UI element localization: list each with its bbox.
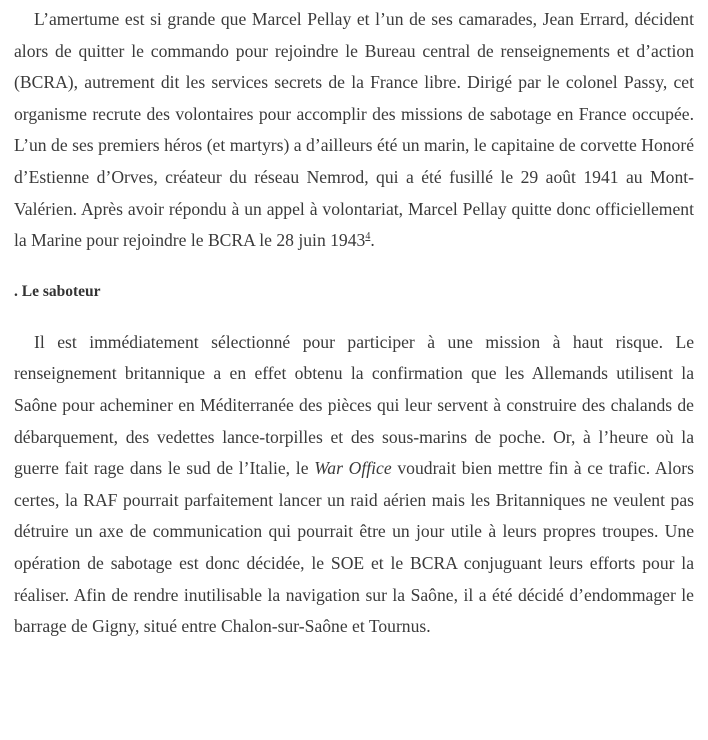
paragraph-end: . xyxy=(370,230,375,251)
paragraph xyxy=(14,327,694,643)
italic-term: War Office xyxy=(314,458,392,479)
section-heading: . Le saboteur xyxy=(14,282,101,300)
article-body xyxy=(14,4,694,643)
paragraph-text: Il est immédiatement sélectionné pour participer à une mission à haut risque. Le renseignement britannique a en effet obtenu la confirmation que les Allemands utilisent la Saône pour acheminer en Méditerranée des pièces qui leur servent à construire des chalands de débarquement, des vedettes lance-torpilles et des sous-marins de poche. Or, à l’heure où la guerre fait rage dans le sud de l’Italie, le xyxy=(14,331,694,479)
footnote-link[interactable]: 4 xyxy=(365,231,371,243)
paragraph-text: voudrait bien mettre fin à ce trafic. Alors certes, la RAF pourrait parfaitement lancer un raid aérien mais les Britanniques ne veulent pas détruire un axe de communication qui pourrait être un jour utile à leurs propres troupes. Une opération de sabotage est donc décidée, le SOE et le BCRA conjuguant leurs efforts pour la réaliser. Afin de rendre inutilisable la navigation sur la Saône, il a été décidé d’endommager le barrage de Gigny, situé entre Chalon-sur-Saône et Tournus. xyxy=(14,458,694,637)
paragraph xyxy=(14,4,694,257)
paragraph-text: L’amertume est si grande que Marcel Pellay et l’un de ses camarades, Jean Errard, décident alors de quitter le commando pour rejoindre le Bureau central de renseignements et d’action (BCRA), autrement dit les services secrets de la France libre. Dirigé par le colonel Passy, cet organisme recrute des volontaires pour accomplir des missions de sabotage en France occupée. L’un de ses premiers héros (et martyrs) a d’ailleurs été un marin, le capitaine de corvette Honoré d’Estienne d’Orves, créateur du réseau Nemrod, qui a été fusillé le 29 août 1941 au Mont-Valérien. Après avoir répondu à un appel à volontariat, Marcel Pellay quitte donc officiellement la Marine pour rejoindre le BCRA le 28 juin 1943 xyxy=(14,9,694,251)
